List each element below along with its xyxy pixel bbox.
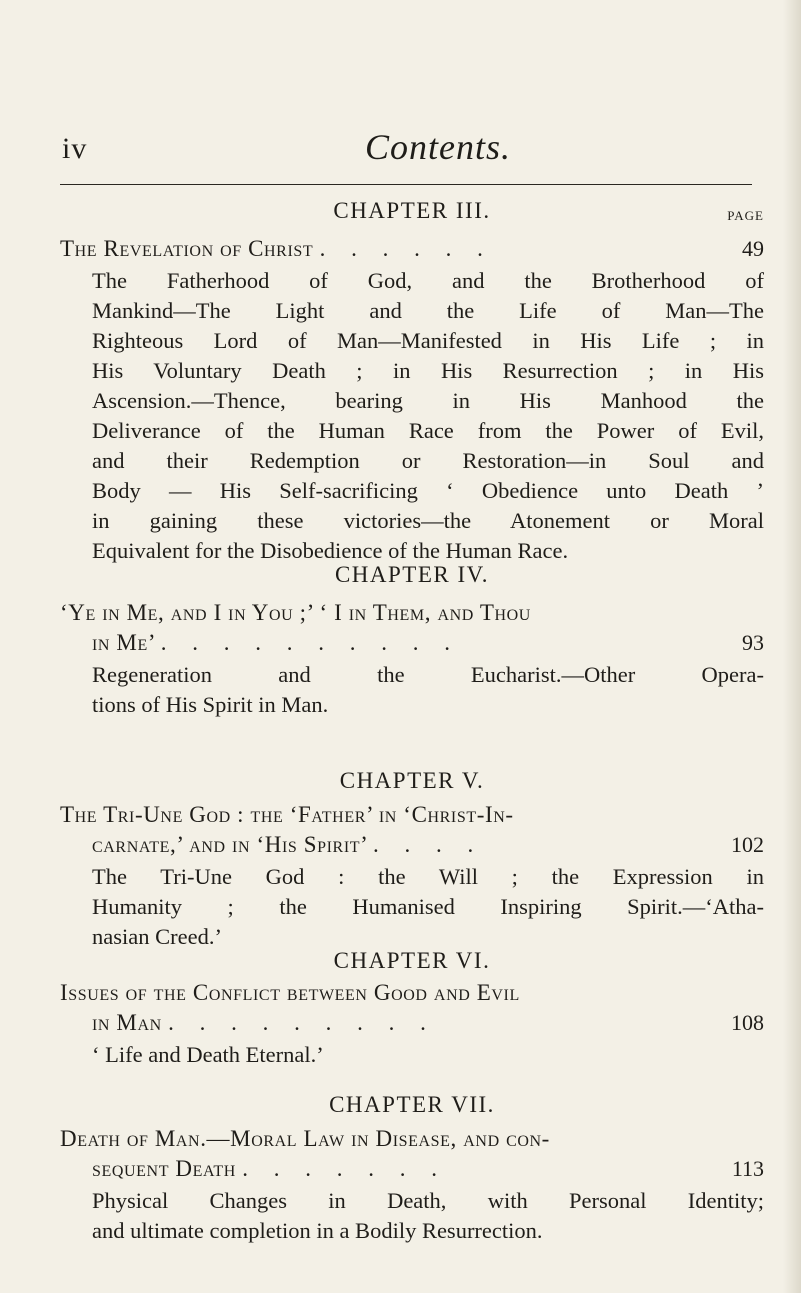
entry-title-line-2: in Man . . . . . . . . . — [92, 1010, 436, 1035]
toc-entry[interactable] — [60, 978, 764, 1038]
chapter-summary: The Fatherhood of God, and the Brotherhood of Mankind—The Light and the Life of Man—The Righteous Lord of Man—Manifested in His Life ; in His Voluntary Death ; in His Resurrection ; in His Ascension.—Thence, bearing in His Manhood the Deliverance of the Human Race from the Power of Evil, and their Redemption or Restoration—in Soul and Body — His Self-sacrificing ‘ Obedience unto Death ’ in gaining these victories—the Atonement or Moral Equivalent for the Disobedience of the Human Race. — [92, 268, 764, 563]
running-head — [60, 100, 760, 170]
chapter-7 — [60, 1090, 764, 1246]
page-edge-shadow — [783, 0, 801, 1293]
entry-title-line-1: The Tri-Une God : the ‘Father’ in ‘Christ-In- — [60, 802, 514, 827]
page-folio: iv — [62, 132, 88, 165]
page-number: 49 — [742, 236, 764, 261]
chapter-summary: ‘ Life and Death Eternal.’ — [92, 1042, 324, 1067]
entry-title-line-2: sequent Death . . . . . . . — [92, 1156, 448, 1181]
page-number: 93 — [742, 630, 764, 655]
page-number: 113 — [731, 1156, 764, 1181]
toc-entry[interactable] — [60, 800, 764, 860]
toc-entry[interactable] — [60, 234, 764, 264]
entry-title-line-2: carnate,’ and in ‘His Spirit’ . . . . — [92, 832, 484, 857]
header-rule — [60, 184, 752, 185]
entry-title-line-1: ‘Ye in Me, and I in You ;’ ‘ I in Them, and Thou — [60, 600, 531, 625]
page-number: 102 — [731, 832, 764, 857]
chapter-heading: CHAPTER III. — [333, 198, 491, 223]
running-title: Contents. — [365, 127, 512, 167]
page-column-label: PAGE — [727, 208, 764, 223]
toc-entry[interactable] — [60, 598, 764, 658]
entry-title-line-1: Issues of the Conflict between Good and Evil — [60, 980, 520, 1005]
chapter-heading: CHAPTER IV. — [334, 562, 490, 587]
chapter-summary: Physical Changes in Death, with Personal Identity; and ultimate completion in a Bodily Resurrection. — [92, 1188, 764, 1243]
page-number: 108 — [731, 1010, 764, 1035]
entry-title-line-1: Death of Man.—Moral Law in Disease, and con- — [60, 1126, 550, 1151]
chapter-summary: Regeneration and the Eucharist.—Other Opera- tions of His Spirit in Man. — [92, 662, 764, 717]
chapter-heading: CHAPTER VI. — [333, 948, 491, 973]
chapter-summary: The Tri-Une God : the Will ; the Expression in Humanity ; the Humanised Inspiring Spirit.—‘Atha- nasian Creed.’ — [92, 864, 764, 949]
entry-title-line-2: in Me’ . . . . . . . . . . — [92, 630, 461, 655]
chapter-3 — [60, 196, 764, 566]
chapter-5 — [60, 766, 764, 952]
entry-title: The Revelation of Christ . . . . . . — [60, 236, 493, 261]
chapter-heading: CHAPTER VII. — [329, 1092, 495, 1117]
chapter-6 — [60, 946, 764, 1070]
chapter-heading: CHAPTER V. — [339, 768, 485, 793]
toc-entry[interactable] — [60, 1124, 764, 1184]
chapter-4 — [60, 560, 764, 720]
